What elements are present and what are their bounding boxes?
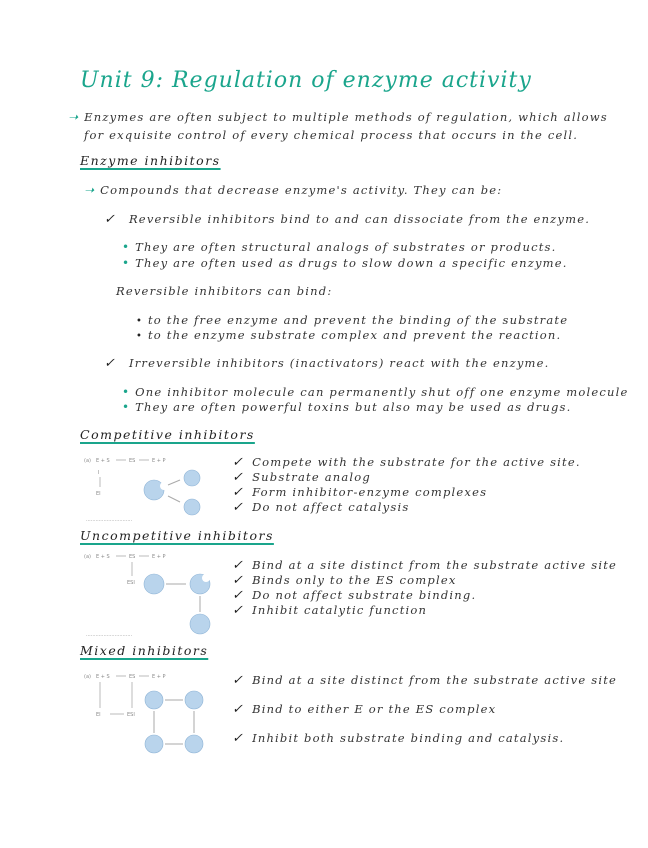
section-heading-mixed: Mixed inhibitors [80,643,209,658]
page-title: Unit 9: Regulation of enzyme activity [80,68,532,93]
irreversible-line [104,356,550,371]
arrow-icon: ➝ [68,110,80,124]
diagram-label: ES [129,554,136,560]
bullet-text: They are often powerful toxins but also may be used as drugs. [135,400,572,414]
list-item [122,385,629,399]
list-item [232,603,427,618]
check-icon: ✓ [104,356,117,371]
point-text: Inhibit catalytic function [252,603,428,617]
section-heading-uncompetitive: Uncompetitive inhibitors [80,528,274,543]
diagram-label: (a) [84,554,91,560]
diagram-label: ES [129,674,136,680]
list-item [122,256,568,270]
diagram-label: E + P [152,458,166,464]
diagram-label: (a) [84,458,91,464]
mixed-diagram [82,668,212,760]
list-item [232,558,617,573]
check-icon: ✓ [232,500,245,515]
point-text: Compete with the substrate for the active site. [252,455,581,469]
bullet-text: to the enzyme substrate complex and prevent the reaction. [147,328,562,342]
bullet-icon: • [122,400,131,414]
point-text: Form inhibitor-enzyme complexes [252,485,488,499]
point-text: Bind at a site distinct from the substrate active site [252,558,618,572]
bullet-icon: • [122,256,131,270]
diagram-label: I [98,470,100,476]
check-icon: ✓ [232,485,245,500]
bullet-text: to the free enzyme and prevent the binding of the substrate [147,313,569,327]
list-item [122,240,557,254]
bullet-icon: • [136,331,144,342]
arrow-icon: ➝ [84,183,96,197]
intro-text-1: Enzymes are often subject to multiple methods of regulation, which allows [84,110,608,124]
list-item [232,702,496,717]
list-item [136,328,561,342]
point-text: Do not affect substrate binding. [252,588,477,602]
point-text: Bind to either E or the ES complex [252,702,497,716]
reversible-text: Reversible inhibitors bind to and can dissociate from the enzyme. [128,212,591,226]
svg-text:·····························: ····························· [86,518,133,524]
check-icon: ✓ [232,588,245,603]
list-item [232,470,371,485]
section-heading-enzyme-inhibitors: Enzyme inhibitors [80,153,221,168]
diagram-label: EI [96,712,101,718]
list-item [232,485,487,500]
list-item [232,588,476,603]
diagram-label: ESI [127,712,135,718]
list-item [232,731,564,746]
diagram-label: E + P [152,674,166,680]
section-heading-competitive: Competitive inhibitors [80,427,255,442]
diagram-label: E + S [96,554,110,560]
list-item [122,400,571,414]
compounds-text: Compounds that decrease enzyme's activity. They can be: [100,183,503,197]
bullet-icon: • [136,316,144,327]
point-text: Inhibit both substrate binding and catalysis. [252,731,565,745]
list-item [232,455,581,470]
intro-line-2: for exquisite control of every chemical process that occurs in the cell. [84,128,579,142]
svg-text:·····························: ····························· [86,633,133,639]
point-text: Bind at a site distinct from the substrate active site [252,673,618,687]
check-icon: ✓ [232,603,245,618]
list-item [136,313,568,327]
diagram-label: ES [129,458,136,464]
check-icon: ✓ [232,558,245,573]
competitive-diagram [82,450,212,525]
list-item [232,673,617,688]
list-item [232,573,457,588]
diagram-label: E + P [152,554,166,560]
intro-line-1 [68,110,608,124]
bullet-icon: • [122,240,131,254]
point-text: Do not affect catalysis [252,500,410,514]
point-text: Binds only to the ES complex [252,573,457,587]
check-icon: ✓ [232,470,245,485]
can-bind-label: Reversible inhibitors can bind: [116,284,333,298]
point-text: Substrate analog [252,470,371,484]
check-icon: ✓ [232,573,245,588]
check-icon: ✓ [232,702,245,717]
list-item [232,500,409,515]
check-icon: ✓ [104,212,117,227]
bullet-text: They are often structural analogs of substrates or products. [135,240,557,254]
bullet-text: One inhibitor molecule can permanently shut off one enzyme molecule [135,385,629,399]
check-icon: ✓ [232,673,245,688]
uncompetitive-diagram [82,548,212,640]
bullet-text: They are often used as drugs to slow down a specific enzyme. [135,256,568,270]
diagram-label: (a) [84,674,91,680]
diagram-label: E + S [96,674,110,680]
check-icon: ✓ [232,731,245,746]
check-icon: ✓ [232,455,245,470]
diagram-label: EI [96,491,101,497]
bullet-icon: • [122,385,131,399]
diagram-label: E + S [96,458,110,464]
reversible-line [104,212,590,227]
compounds-line [84,183,502,197]
irreversible-text: Irreversible inhibitors (inactivators) react with the enzyme. [128,356,550,370]
diagram-label: ESI [127,580,135,586]
